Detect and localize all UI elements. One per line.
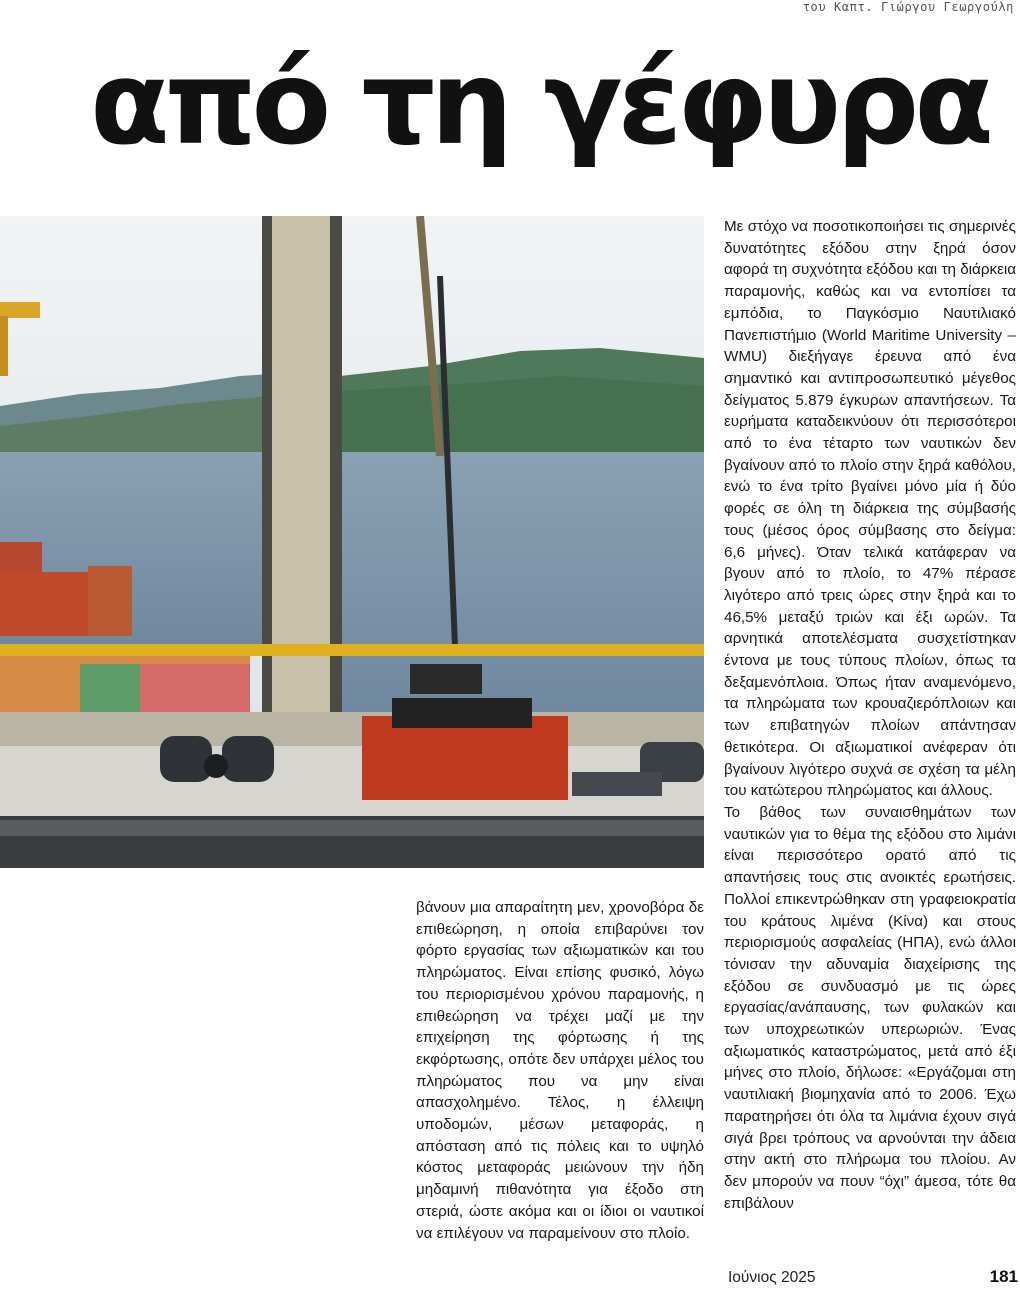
phone <box>572 772 662 796</box>
paragraph: Με στόχο να ποσοτικοποιήσει τις σημερινές δυνατότητες εξόδου στην ξηρά όσον αφορά τη συχνότητα εξόδου και τη διάρκεια παραμονής, καθώς και να εντοπίσει τα εμπόδια, το Παγκόσμιο Ναυτιλιακό Πανεπιστήμιο (World Maritime University – WMU) διεξήγαγε έρευνα από ένα σημαντικό και αντιπροσωπευτικό μέγεθος δείγματος 5.879 έγκυρων απαντήσεων. Τα ευρήματα καταδεικνύουν ότι περισσότεροι από το ένα τέταρτο των ναυτικών δεν βγαίνουν από το πλοίο στην ξηρά καθόλου, ενώ το ένα τρίτο βγαίνει μόνο μία ή δύο φορές σε όλη τη διάρκεια της σύμβασής τους (μέσος όρος σύμβασης στο δείγμα: 6,6 μήνες). Όταν τελικά κατάφεραν να βγουν από το πλοίο, το 47% πέρασε λιγότερο από τρεις ώρες στην ξηρά και το 46,5% μεταξύ τριών και έξι ωρών. Τα αρνητικά αποτελέσματα συσχετίστηκαν έντονα με τους τύπους πλοίων, όπως τα δεξαμενόπλοια. Όπως ήταν αναμενόμενο, τα πληρώματα των κρουαζιερόπλοιων και των επιβατηγών πλοίων απάντησαν θετικότερα. Οι αξιωματικοί ανέφεραν ότι βγαίνουν λιγότερο συχνά σε σχέση τα μέλη του κατώτερου πληρώματος και άλλους. <box>724 218 1016 800</box>
crane <box>0 302 40 318</box>
article-photo <box>0 216 704 868</box>
window-left-pane <box>0 216 270 716</box>
article-right-column <box>724 216 1016 1256</box>
paragraph: βάνουν μια απαραίτητη μεν, χρονοβόρα δε επιθεώρηση, η οποία επιβαρύνει τον φόρτο εργασίας των αξιωματικών και του πληρώματος. Είναι επίσης φυσικό, λόγω του περιορισμένου χρόνου παραμονής, η επιθεώρηση να τρέχει μαζί με την επιχείρηση της φόρτωσης ή της εκφόρτωσης, οπότε δεν υπάρχει μέλος του πληρώματος που να μην είναι απασχολημένο. Τέλος, η έλλειψη υποδομών, μέσων μεταφοράς, η απόσταση από τις πόλεις και το υψηλό κόστος μεταφοράς μειώνουν την ήδη μηδαμινή πιθανότητα για έξοδο στη στεριά, ώστε ακόμα και οι ίδιοι οι ναυτικοί να επιλέγουν να παραμείνουν στο πλοίο. <box>416 899 704 1242</box>
page-number: 181 <box>989 1267 1018 1286</box>
window-right-pane <box>340 216 704 716</box>
article-headline: από τη γέφυρα <box>90 36 989 171</box>
window-frames <box>262 216 342 736</box>
paragraph: Το βάθος των συναισθημάτων των ναυτικών για το θέμα της εξόδου στο λιμάνι είναι περισσότερο ορατό από τις απαντήσεις τους στις ανοικτές ερωτήσεις. Πολλοί επικεντρώθηκαν στη γραφειοκρατία του κράτους λιμένα (Κίνα) και στους περιορισμούς ασφαλείας (ΗΠΑ), ενώ άλλοι τόνισαν την αδυναμία διαχείρισης της εξόδου σε συνδυασμό με τις ώρες εργασίας/ανάπαυσης, των φυλακών και των υποχρεωτικών υπερωριών. Ένας αξιωματικός καταστρώματος, μετά από έξι μήνες στο πλοίο, δήλωσε: «Εργάζομαι στη ναυτιλιακή βιομηχανία από το 2006. Έχω παρατηρήσει ότι όλα τα λιμάνια έχουν σιγά σιγά βρει τρόπους να αρνούνται την άδεια στην ακτή στο πλήρωμα του πλοίου. Αν δεν μπορούν να πουν “όχι” άμεσα, τότε θα επιβάλουν <box>724 803 1016 1212</box>
article-left-column <box>416 897 704 1257</box>
author-byline: του Καπτ. Γιώργου Γεωργούλη <box>802 0 1014 14</box>
yellow-rail <box>0 644 704 656</box>
issue-date: Ιούνιος 2025 <box>728 1269 816 1286</box>
